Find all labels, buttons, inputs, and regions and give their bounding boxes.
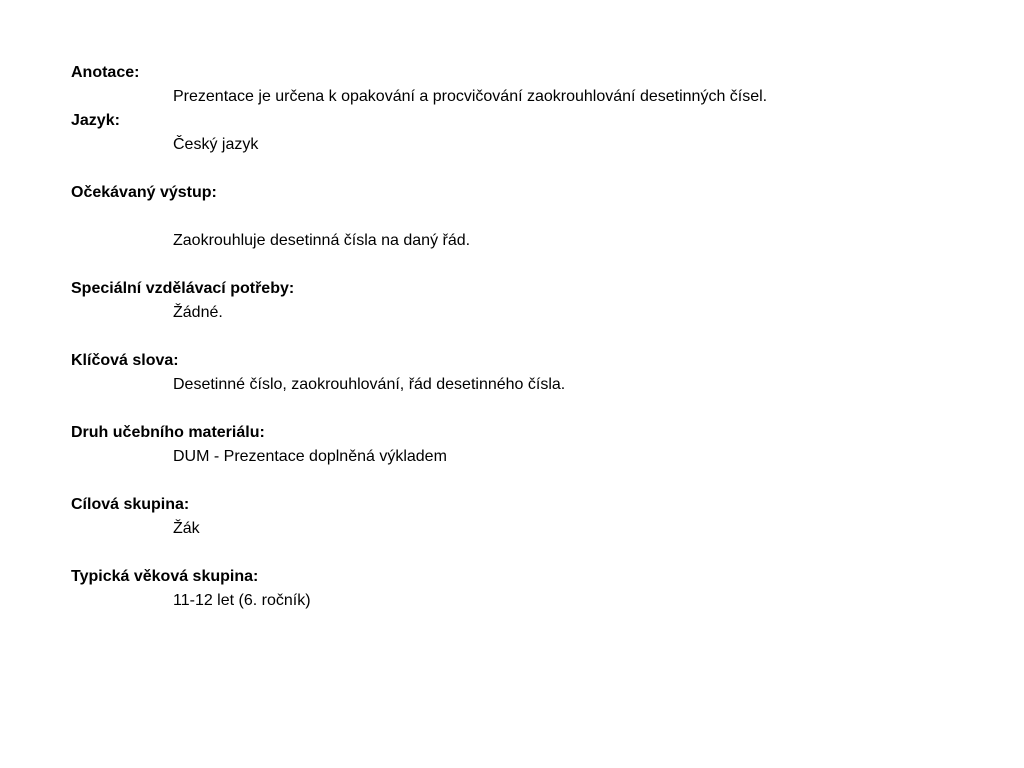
cilova-skupina-label: Cílová skupina: [71, 496, 190, 513]
spacer [71, 157, 971, 181]
vekova-skupina-value: 11-12 let (6. ročník) [173, 592, 311, 609]
klicova-slova-label: Klíčová slova: [71, 352, 179, 369]
spacer [71, 205, 971, 229]
druh-materialu-label: Druh učebního materiálu: [71, 424, 265, 441]
jazyk-value: Český jazyk [173, 136, 259, 153]
anotace-label: Anotace: [71, 64, 140, 81]
cilova-skupina-value: Žák [173, 520, 200, 537]
vystup-label: Očekávaný výstup: [71, 184, 217, 201]
anotace-value: Prezentace je určena k opakování a procvičování zaokrouhlování desetinných čísel. [173, 88, 768, 105]
spacer [71, 469, 971, 493]
potreby-value: Žádné. [173, 304, 223, 321]
slide-content [71, 61, 971, 613]
spacer [71, 541, 971, 565]
vekova-skupina-label: Typická věková skupina: [71, 568, 259, 585]
potreby-label: Speciální vzdělávací potřeby: [71, 280, 295, 297]
vystup-value: Zaokrouhluje desetinná čísla na daný řád. [173, 232, 471, 249]
druh-materialu-value: DUM - Prezentace doplněná výkladem [173, 448, 447, 465]
spacer [71, 253, 971, 277]
spacer [71, 325, 971, 349]
jazyk-label: Jazyk: [71, 112, 120, 129]
klicova-slova-value: Desetinné číslo, zaokrouhlování, řád desetinného čísla. [173, 376, 566, 393]
spacer [71, 397, 971, 421]
